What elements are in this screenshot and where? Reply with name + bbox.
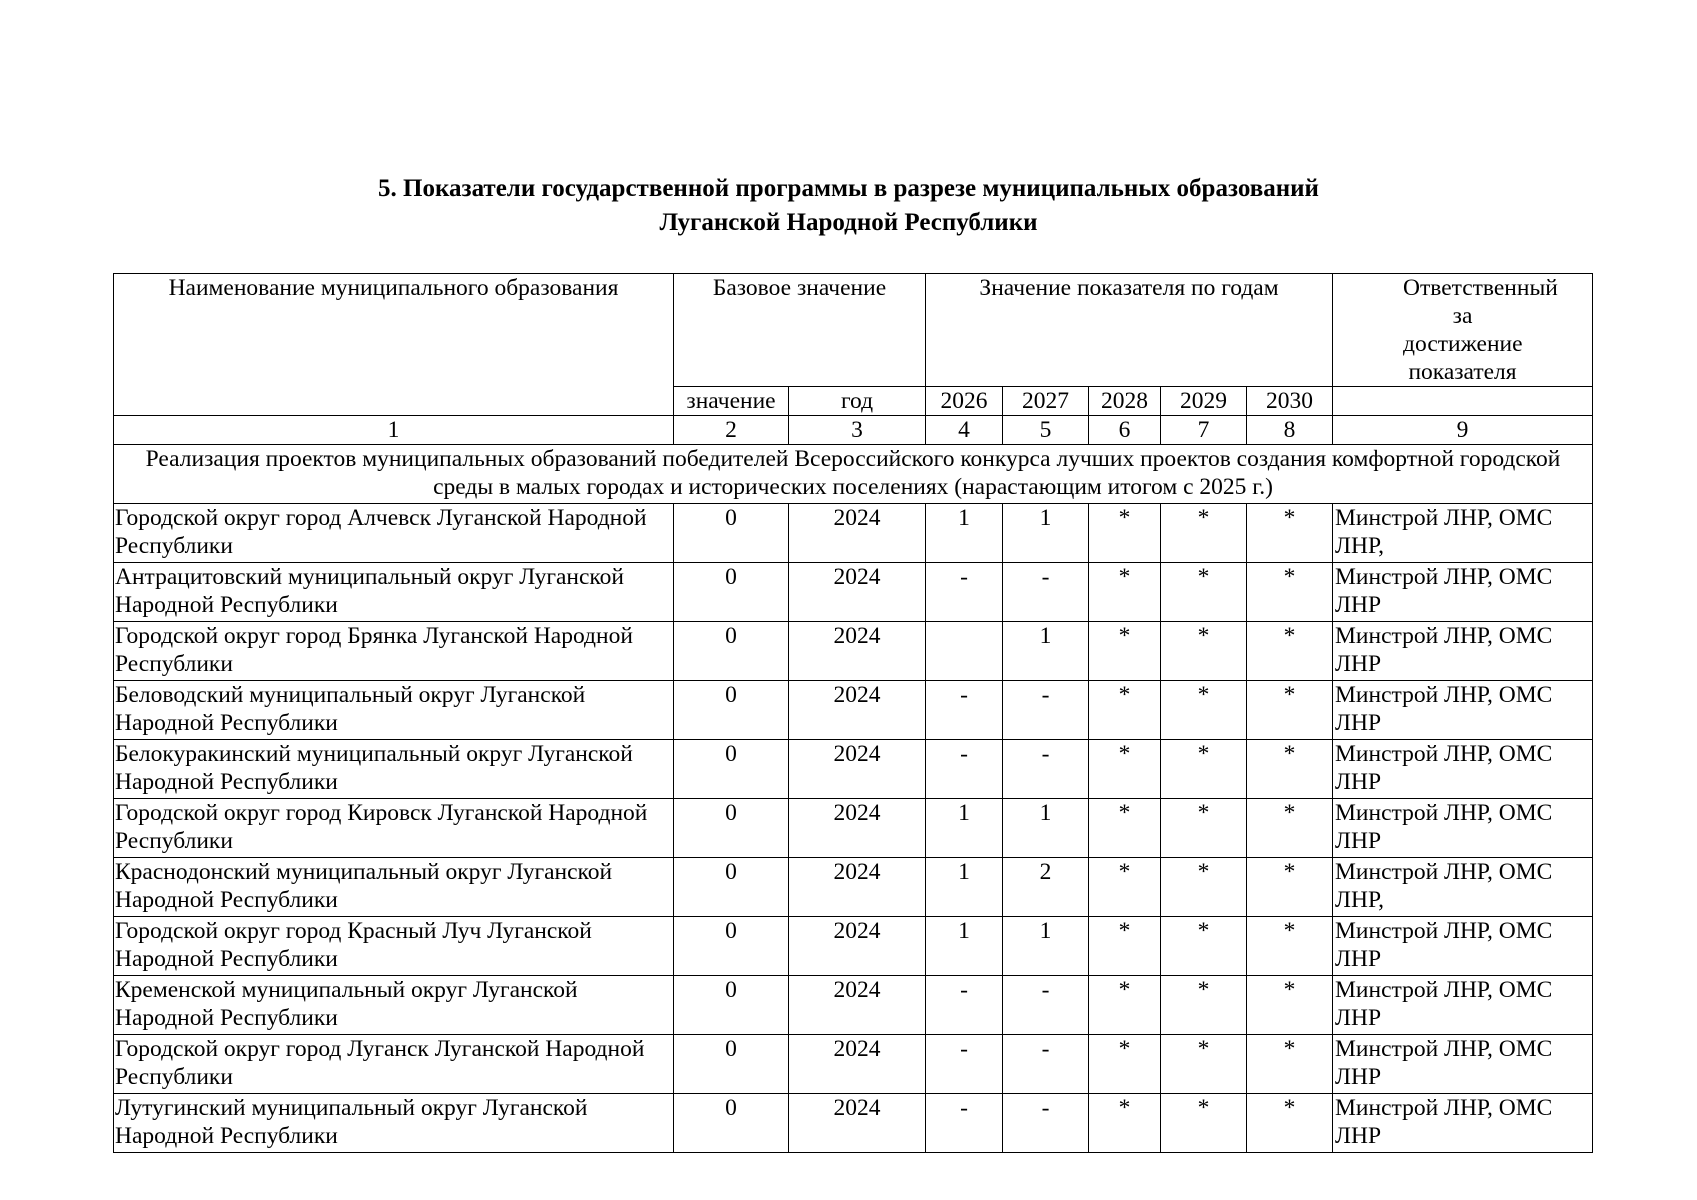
row-base-value: 0	[674, 622, 789, 681]
row-responsible: Минстрой ЛНР, ОМС ЛНР,	[1333, 858, 1593, 917]
row-value-2027: 1	[1003, 504, 1089, 563]
row-value-2026: -	[926, 681, 1003, 740]
row-base-value: 0	[674, 740, 789, 799]
row-value-2030: *	[1247, 504, 1333, 563]
row-value-2030: *	[1247, 917, 1333, 976]
row-base-year: 2024	[789, 740, 926, 799]
row-base-value: 0	[674, 563, 789, 622]
row-value-2030: *	[1247, 563, 1333, 622]
row-name: Городской округ город Красный Луч Луганской Народной Республики	[114, 917, 674, 976]
header-year-2029: 2029	[1161, 387, 1247, 416]
row-value-2030: *	[1247, 681, 1333, 740]
row-value-2028: *	[1089, 681, 1161, 740]
row-name: Городской округ город Кировск Луганской Народной Республики	[114, 799, 674, 858]
header-year-2030: 2030	[1247, 387, 1333, 416]
row-name: Краснодонский муниципальный округ Луганской Народной Республики	[114, 858, 674, 917]
row-value-2026: 1	[926, 858, 1003, 917]
column-number: 9	[1333, 416, 1593, 445]
row-value-2027: 1	[1003, 917, 1089, 976]
row-base-value: 0	[674, 681, 789, 740]
row-value-2030: *	[1247, 622, 1333, 681]
row-name: Городской округ город Алчевск Луганской Народной Республики	[114, 504, 674, 563]
row-base-value: 0	[674, 799, 789, 858]
row-value-2028: *	[1089, 1035, 1161, 1094]
row-value-2028: *	[1089, 622, 1161, 681]
header-base-year: год	[789, 387, 926, 416]
header-base: Базовое значение	[674, 274, 926, 387]
row-value-2029: *	[1161, 1035, 1247, 1094]
row-value-2027: -	[1003, 976, 1089, 1035]
row-value-2027: -	[1003, 740, 1089, 799]
row-value-2029: *	[1161, 1094, 1247, 1153]
row-value-2029: *	[1161, 681, 1247, 740]
document-title	[0, 172, 1697, 240]
row-value-2026	[926, 622, 1003, 681]
row-value-2028: *	[1089, 976, 1161, 1035]
row-name: Белокуракинский муниципальный округ Луганской Народной Республики	[114, 740, 674, 799]
row-responsible: Минстрой ЛНР, ОМС ЛНР	[1333, 1094, 1593, 1153]
row-responsible: Минстрой ЛНР, ОМС ЛНР,	[1333, 504, 1593, 563]
row-responsible: Минстрой ЛНР, ОМС ЛНР	[1333, 563, 1593, 622]
table-row	[114, 622, 1593, 681]
row-base-value: 0	[674, 858, 789, 917]
row-base-value: 0	[674, 1035, 789, 1094]
indicators-table	[113, 273, 1593, 1153]
row-value-2027: -	[1003, 681, 1089, 740]
row-value-2029: *	[1161, 858, 1247, 917]
column-number: 7	[1161, 416, 1247, 445]
row-responsible: Минстрой ЛНР, ОМС ЛНР	[1333, 976, 1593, 1035]
header-name: Наименование муниципального образования	[114, 274, 674, 416]
table-row	[114, 563, 1593, 622]
row-value-2030: *	[1247, 740, 1333, 799]
column-numbers-row	[114, 416, 1593, 445]
section-title: Реализация проектов муниципальных образований победителей Всероссийского конкурса лучших проектов создания комфортной городской среды в малых городах и исторических поселениях (нарастающим итогом с 2025 г.)	[114, 445, 1593, 504]
column-number: 5	[1003, 416, 1089, 445]
row-base-value: 0	[674, 504, 789, 563]
column-number: 1	[114, 416, 674, 445]
table-row	[114, 799, 1593, 858]
header-row	[114, 274, 1593, 387]
row-value-2026: 1	[926, 917, 1003, 976]
column-number: 8	[1247, 416, 1333, 445]
row-value-2030: *	[1247, 858, 1333, 917]
table-row	[114, 1035, 1593, 1094]
row-value-2026: -	[926, 976, 1003, 1035]
row-value-2029: *	[1161, 740, 1247, 799]
table-row	[114, 1094, 1593, 1153]
table-row	[114, 504, 1593, 563]
row-value-2028: *	[1089, 917, 1161, 976]
section-row	[114, 445, 1593, 504]
row-base-value: 0	[674, 917, 789, 976]
row-base-value: 0	[674, 1094, 789, 1153]
row-base-value: 0	[674, 976, 789, 1035]
row-value-2027: 2	[1003, 858, 1089, 917]
table-row	[114, 681, 1593, 740]
row-value-2028: *	[1089, 740, 1161, 799]
column-number: 6	[1089, 416, 1161, 445]
row-name: Беловодский муниципальный округ Луганской Народной Республики	[114, 681, 674, 740]
title-line-1: 5. Показатели государственной программы в разрезе муниципальных образований	[378, 175, 1319, 202]
title-line-2: Луганской Народной Республики	[659, 209, 1038, 236]
row-base-year: 2024	[789, 799, 926, 858]
row-value-2027: 1	[1003, 622, 1089, 681]
row-value-2028: *	[1089, 563, 1161, 622]
column-number: 3	[789, 416, 926, 445]
row-value-2027: 1	[1003, 799, 1089, 858]
header-responsible-empty	[1333, 387, 1593, 416]
row-value-2029: *	[1161, 917, 1247, 976]
row-value-2026: -	[926, 1035, 1003, 1094]
row-value-2026: -	[926, 740, 1003, 799]
header-year-2026: 2026	[926, 387, 1003, 416]
row-value-2026: 1	[926, 799, 1003, 858]
header-year-2028: 2028	[1089, 387, 1161, 416]
row-value-2027: -	[1003, 1035, 1089, 1094]
row-base-year: 2024	[789, 976, 926, 1035]
row-value-2027: -	[1003, 1094, 1089, 1153]
row-responsible: Минстрой ЛНР, ОМС ЛНР	[1333, 799, 1593, 858]
row-value-2029: *	[1161, 799, 1247, 858]
row-value-2028: *	[1089, 799, 1161, 858]
row-value-2029: *	[1161, 976, 1247, 1035]
row-base-year: 2024	[789, 917, 926, 976]
row-name: Лутугинский муниципальный округ Луганской Народной Республики	[114, 1094, 674, 1153]
row-base-year: 2024	[789, 1094, 926, 1153]
row-value-2030: *	[1247, 1094, 1333, 1153]
row-value-2028: *	[1089, 504, 1161, 563]
table-row	[114, 740, 1593, 799]
header-years-group: Значение показателя по годам	[926, 274, 1333, 387]
row-base-year: 2024	[789, 563, 926, 622]
header-year-2027: 2027	[1003, 387, 1089, 416]
row-name: Антрацитовский муниципальный округ Луганской Народной Республики	[114, 563, 674, 622]
row-base-year: 2024	[789, 1035, 926, 1094]
row-value-2030: *	[1247, 799, 1333, 858]
row-name: Кременской муниципальный округ Луганской Народной Республики	[114, 976, 674, 1035]
row-value-2030: *	[1247, 1035, 1333, 1094]
row-value-2029: *	[1161, 504, 1247, 563]
header-base-value: значение	[674, 387, 789, 416]
table-row	[114, 858, 1593, 917]
row-base-year: 2024	[789, 681, 926, 740]
column-number: 4	[926, 416, 1003, 445]
row-value-2029: *	[1161, 563, 1247, 622]
row-base-year: 2024	[789, 504, 926, 563]
header-responsible: Ответственный за достижение показателя	[1333, 274, 1593, 387]
row-value-2030: *	[1247, 976, 1333, 1035]
row-value-2027: -	[1003, 563, 1089, 622]
row-value-2028: *	[1089, 1094, 1161, 1153]
column-number: 2	[674, 416, 789, 445]
row-value-2026: -	[926, 563, 1003, 622]
row-responsible: Минстрой ЛНР, ОМС ЛНР	[1333, 622, 1593, 681]
row-value-2026: 1	[926, 504, 1003, 563]
row-responsible: Минстрой ЛНР, ОМС ЛНР	[1333, 1035, 1593, 1094]
row-value-2026: -	[926, 1094, 1003, 1153]
row-name: Городской округ город Брянка Луганской Народной Республики	[114, 622, 674, 681]
row-base-year: 2024	[789, 622, 926, 681]
row-responsible: Минстрой ЛНР, ОМС ЛНР	[1333, 740, 1593, 799]
row-name: Городской округ город Луганск Луганской Народной Республики	[114, 1035, 674, 1094]
row-value-2029: *	[1161, 622, 1247, 681]
row-responsible: Минстрой ЛНР, ОМС ЛНР	[1333, 917, 1593, 976]
table-row	[114, 917, 1593, 976]
row-base-year: 2024	[789, 858, 926, 917]
row-value-2028: *	[1089, 858, 1161, 917]
row-responsible: Минстрой ЛНР, ОМС ЛНР	[1333, 681, 1593, 740]
table-row	[114, 976, 1593, 1035]
